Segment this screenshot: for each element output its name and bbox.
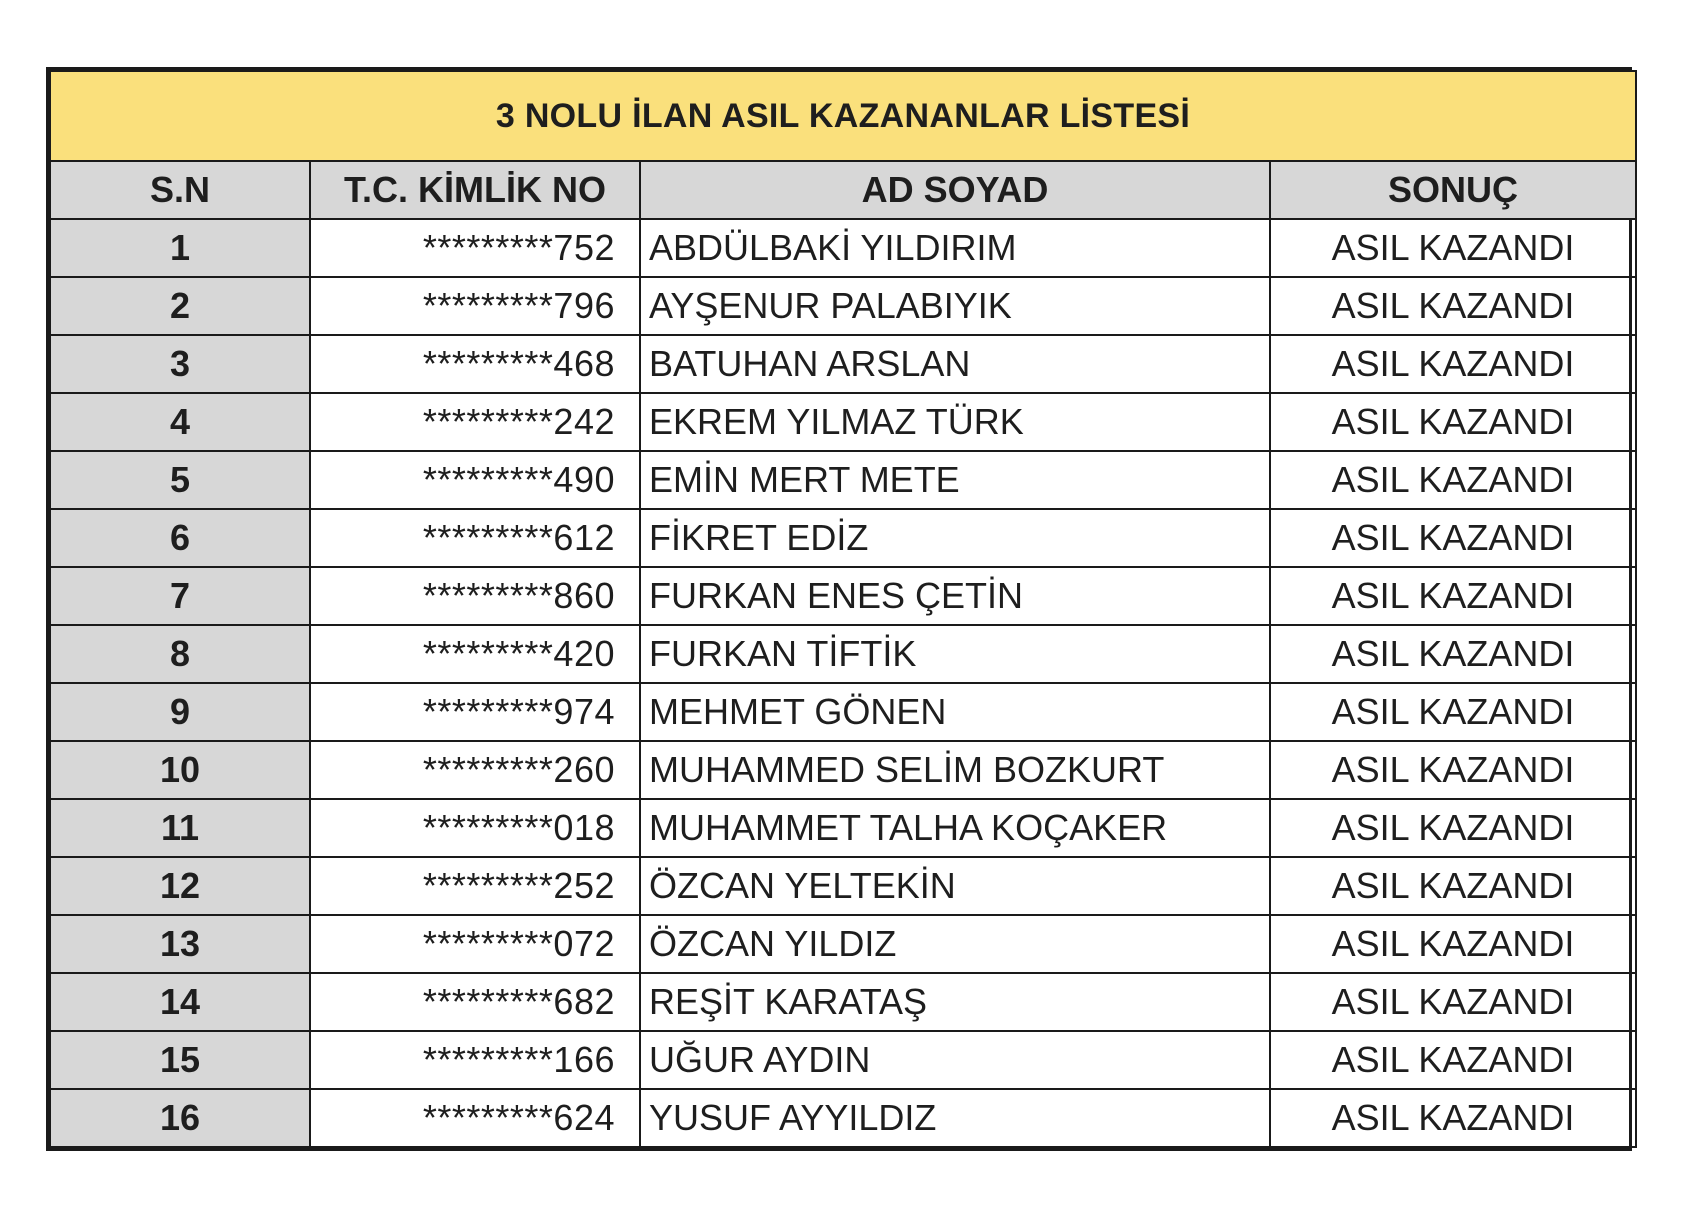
row-sn: 16	[50, 1089, 310, 1147]
title-row	[50, 71, 1636, 161]
table-title: 3 NOLU İLAN ASIL KAZANANLAR LİSTESİ	[50, 71, 1636, 161]
row-tc-no: *********072	[310, 915, 640, 973]
row-tc-no: *********752	[310, 219, 640, 277]
table-row	[50, 1031, 1636, 1089]
row-result: ASIL KAZANDI	[1270, 509, 1636, 567]
row-sn: 3	[50, 335, 310, 393]
row-sn: 4	[50, 393, 310, 451]
row-tc-no: *********974	[310, 683, 640, 741]
header-row	[50, 161, 1636, 219]
row-sn: 8	[50, 625, 310, 683]
row-full-name: ÖZCAN YELTEKİN	[640, 857, 1270, 915]
row-sn: 2	[50, 277, 310, 335]
row-full-name: MEHMET GÖNEN	[640, 683, 1270, 741]
row-sn: 13	[50, 915, 310, 973]
column-header-sn: S.N	[50, 161, 310, 219]
row-sn: 12	[50, 857, 310, 915]
row-full-name: EMİN MERT METE	[640, 451, 1270, 509]
row-sn: 14	[50, 973, 310, 1031]
table-row	[50, 277, 1636, 335]
table-row	[50, 1089, 1636, 1147]
row-full-name: BATUHAN ARSLAN	[640, 335, 1270, 393]
table-row	[50, 799, 1636, 857]
row-tc-no: *********860	[310, 567, 640, 625]
table-row	[50, 625, 1636, 683]
table-row	[50, 741, 1636, 799]
table-row	[50, 973, 1636, 1031]
row-tc-no: *********624	[310, 1089, 640, 1147]
winners-list-sheet	[46, 67, 1632, 1151]
row-result: ASIL KAZANDI	[1270, 451, 1636, 509]
row-full-name: FURKAN ENES ÇETİN	[640, 567, 1270, 625]
table-body	[50, 219, 1636, 1147]
row-sn: 15	[50, 1031, 310, 1089]
table-row	[50, 683, 1636, 741]
row-tc-no: *********018	[310, 799, 640, 857]
row-result: ASIL KAZANDI	[1270, 857, 1636, 915]
row-full-name: ÖZCAN YILDIZ	[640, 915, 1270, 973]
row-full-name: MUHAMMET TALHA KOÇAKER	[640, 799, 1270, 857]
row-result: ASIL KAZANDI	[1270, 915, 1636, 973]
row-full-name: UĞUR AYDIN	[640, 1031, 1270, 1089]
row-tc-no: *********612	[310, 509, 640, 567]
row-full-name: AYŞENUR PALABIYIK	[640, 277, 1270, 335]
table-row	[50, 335, 1636, 393]
row-full-name: EKREM YILMAZ TÜRK	[640, 393, 1270, 451]
row-tc-no: *********260	[310, 741, 640, 799]
row-result: ASIL KAZANDI	[1270, 683, 1636, 741]
table-row	[50, 567, 1636, 625]
row-sn: 9	[50, 683, 310, 741]
row-result: ASIL KAZANDI	[1270, 277, 1636, 335]
row-sn: 5	[50, 451, 310, 509]
row-tc-no: *********490	[310, 451, 640, 509]
row-result: ASIL KAZANDI	[1270, 393, 1636, 451]
row-result: ASIL KAZANDI	[1270, 741, 1636, 799]
row-result: ASIL KAZANDI	[1270, 973, 1636, 1031]
row-tc-no: *********420	[310, 625, 640, 683]
row-result: ASIL KAZANDI	[1270, 799, 1636, 857]
row-tc-no: *********682	[310, 973, 640, 1031]
column-header-name: AD SOYAD	[640, 161, 1270, 219]
table-row	[50, 393, 1636, 451]
row-result: ASIL KAZANDI	[1270, 1089, 1636, 1147]
table-row	[50, 857, 1636, 915]
table-row	[50, 219, 1636, 277]
winners-table	[49, 70, 1637, 1148]
row-full-name: YUSUF AYYILDIZ	[640, 1089, 1270, 1147]
row-result: ASIL KAZANDI	[1270, 335, 1636, 393]
row-full-name: FİKRET EDİZ	[640, 509, 1270, 567]
table-row	[50, 451, 1636, 509]
row-full-name: ABDÜLBAKİ YILDIRIM	[640, 219, 1270, 277]
row-sn: 1	[50, 219, 310, 277]
row-result: ASIL KAZANDI	[1270, 219, 1636, 277]
row-sn: 6	[50, 509, 310, 567]
row-sn: 7	[50, 567, 310, 625]
row-sn: 11	[50, 799, 310, 857]
column-header-tc: T.C. KİMLİK NO	[310, 161, 640, 219]
row-full-name: MUHAMMED SELİM BOZKURT	[640, 741, 1270, 799]
row-tc-no: *********468	[310, 335, 640, 393]
table-row	[50, 509, 1636, 567]
row-result: ASIL KAZANDI	[1270, 625, 1636, 683]
column-header-result: SONUÇ	[1270, 161, 1636, 219]
row-tc-no: *********166	[310, 1031, 640, 1089]
row-tc-no: *********242	[310, 393, 640, 451]
row-result: ASIL KAZANDI	[1270, 1031, 1636, 1089]
row-tc-no: *********796	[310, 277, 640, 335]
row-full-name: REŞİT KARATAŞ	[640, 973, 1270, 1031]
row-sn: 10	[50, 741, 310, 799]
row-full-name: FURKAN TİFTİK	[640, 625, 1270, 683]
row-tc-no: *********252	[310, 857, 640, 915]
table-row	[50, 915, 1636, 973]
row-result: ASIL KAZANDI	[1270, 567, 1636, 625]
